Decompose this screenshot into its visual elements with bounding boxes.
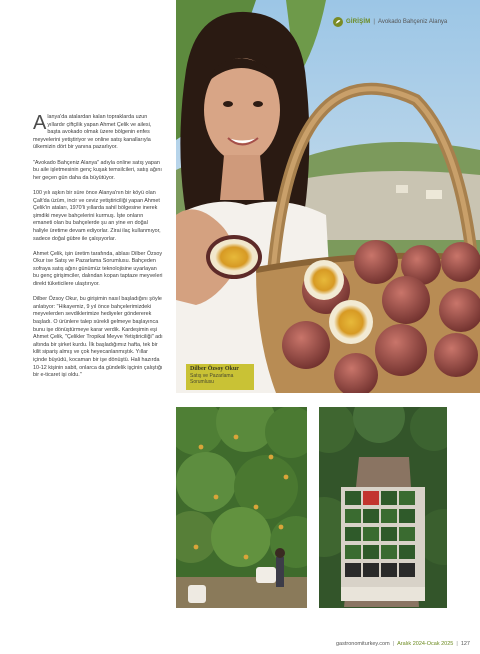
page-number: 127 <box>460 640 470 647</box>
article-paragraph: Dilber Özsoy Okur, bu girişimin nasıl başladığını şöyle anlatıyor: "Hikayemiz, 9 yıl önce bahçelerimizdeki meyvelerden sevdiklerimize hediyeler göndererek başladı. O ürünlere talep sürekli gelmeye başlayınca bunu işe dönüştürmeye karar verdik. Kardeşimin eşi Ahmet Çelik, "Çelikler Tropikal Meyve Yetiştiriciliği" adı altında bir şirket kurdu. İlk başladığımız hafta, tek bir kilit sipariş almış ve çok heyecanlanmıştık. Yıllar içinde büyüdü, kocaman bir işe dönüştü. Hali hazırda 10-12 kişinin sabit, onlarca da gündelik işçinin çalıştığı bir e-ticaret işi oldu." <box>33 296 163 379</box>
photo-caption <box>186 364 254 390</box>
footer-separator: | <box>392 640 395 647</box>
section-label: GİRİŞİM <box>346 19 371 25</box>
magazine-section-icon <box>333 17 343 27</box>
article-paragraph: 100 yılı aşkın bir süre önce Alanya'nın bir köyü olan Çalt'da üzüm, incir ve ceviz yetiştiriciliği yapan Ahmet Çelik'in ataları, 1970'li yıllarda sahil bölgesine inerek şimdiki meyve bahçelerini kurmuş. İşte onların emaneti olan bu bahçelerde şu an yine en doğal haliyle üretime devam ediyorlar. Zirai ilaç kullanmıyor, sadece doğal gübre ile çalışıyorlar. <box>33 189 161 242</box>
article-paragraph <box>33 114 163 152</box>
article-paragraph: "Avokado Bahçeniz Alanya" adıyla online satış yapan bu aile işletmesinin genç kuşak temsilcileri, satış ağını her geçen gün daha da büyütüyor. <box>33 159 162 181</box>
article-body <box>33 114 163 387</box>
drop-cap: A <box>33 112 47 134</box>
article-paragraph: Ahmet Çelik, işin üretim tarafında, ablası Dilber Özsoy Okur ise Satış ve Pazarlama Sorumlusu. Bahçeden sofraya satış ağını günümüz teknolojisine uyarlayan bu genç girişimciler, dalından kopan taptaze meyveleri direkt tüketicilere ulaştırıyor. <box>33 250 163 288</box>
footer-separator: | <box>456 640 458 647</box>
page-header <box>333 15 473 29</box>
paragraph-text: lanya'da atalardan kalan topraklarda uzun yıllardır çiftçilik yapan Ahmet Çelik ve ailesi, başta avokado olmak üzere bölgenin enfes meyvelerini yetiştiriyor ve online satış kanallarıyla ülkemizin dört bir yanına pazarlıyor. <box>33 114 152 151</box>
caption-role: Satış ve Pazarlama Sorumlusu <box>190 373 234 385</box>
page-footer <box>300 639 470 648</box>
section-subtitle: Avokado Bahçeniz Alanya <box>377 19 448 25</box>
header-separator: | <box>373 19 375 25</box>
orchard-photo <box>176 407 307 608</box>
truck-photo <box>319 407 447 608</box>
hero-photo <box>176 0 480 393</box>
caption-name: Dilber Özsoy Okur <box>190 366 239 372</box>
footer-site: gastronomiturkey.com <box>335 640 390 647</box>
footer-issue: Aralık 2024-Ocak 2025 <box>397 640 454 647</box>
